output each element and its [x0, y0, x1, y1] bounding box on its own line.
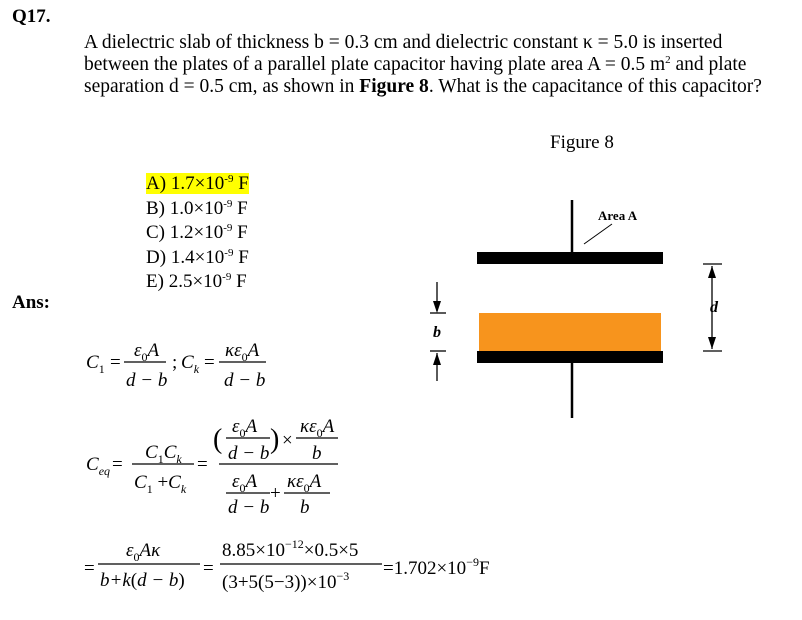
l3-denominator: b+k(d − b) — [100, 570, 185, 591]
question-text-pre: A dielectric slab of thickness b = 0.3 cm and dielectric constant κ = 5.0 is inserted between the plates of a parallel plate capacitor having plate area A = 0.5 m — [84, 32, 723, 75]
svg-text:): ) — [270, 424, 280, 455]
option-value: 1.2×10 — [169, 222, 224, 243]
option-exponent: -9 — [222, 271, 232, 283]
final-result: $=1.702\times 10^{-9}F$ — [383, 555, 490, 579]
svg-text:κε0A: $\kappa\varepsilon_0A$ — [287, 471, 322, 495]
option-letter: E) — [146, 271, 164, 292]
figure-reference: Figure 8 — [359, 76, 429, 97]
equals-2: = — [204, 352, 215, 373]
option-letter: C) — [146, 222, 165, 243]
equals-4: = — [197, 454, 208, 475]
option-letter: D) — [146, 246, 167, 268]
option-exponent: -9 — [224, 246, 234, 259]
svg-text:d − b: d − b — [228, 443, 270, 464]
ceq-numerator: $C_1C_k$ — [145, 442, 182, 466]
svg-text:b: b — [312, 443, 322, 464]
question-text-mid: and plate separation d = 0.5 cm, as shown in — [84, 54, 747, 97]
c1-numerator: $\varepsilon_0A$ — [134, 340, 160, 364]
option-value: 1.4×10 — [170, 246, 225, 268]
option-value: 1.0×10 — [169, 197, 224, 219]
area-exponent: 2 — [665, 54, 671, 66]
svg-text:(: ( — [213, 424, 223, 455]
svg-text:d − b: d − b — [228, 497, 270, 518]
equals-1: = — [110, 352, 121, 373]
svg-text:κε0A: $\kappa\varepsilon_0A$ — [300, 416, 335, 440]
numeric-numerator: $8.85\times 10^{-12}\times 0.5\times 5$ — [222, 537, 359, 561]
c1-symbol: $C_1$ — [86, 352, 105, 376]
question-text-post: . What is the capacitance of this capacitor? — [428, 76, 762, 97]
semicolon: ; — [172, 352, 178, 373]
svg-text:b: b — [300, 497, 310, 518]
svg-text:=: = — [203, 558, 214, 579]
option-unit: F — [233, 173, 249, 194]
ceq-symbol: $C_{eq}$ — [86, 454, 111, 478]
c1-denominator: d − b — [126, 370, 168, 391]
option-unit: F — [232, 197, 248, 219]
option-exponent: -9 — [224, 173, 234, 185]
option-letter: B) — [146, 197, 165, 219]
figure-title: Figure 8 — [550, 132, 614, 153]
question-number: Q17. — [12, 6, 51, 27]
l3-numerator: $\varepsilon_0A\kappa$ — [126, 540, 161, 564]
option-exponent: -9 — [223, 222, 233, 234]
ck-symbol: $C_k$ — [181, 352, 200, 376]
b-label: b — [433, 324, 441, 341]
option-letter: A) — [146, 173, 167, 194]
d-label: d — [710, 299, 718, 316]
equals-3: = — [112, 454, 123, 475]
bf-eps-a: $\varepsilon_0A$ — [232, 416, 258, 440]
option-unit: F — [232, 222, 248, 243]
answer-label: Ans: — [12, 292, 51, 313]
svg-text:=: = — [84, 558, 95, 579]
option-unit: F — [233, 246, 249, 268]
option-exponent: -9 — [223, 197, 233, 210]
ceq-denominator: $C_1 +C_k$ — [134, 472, 187, 496]
option-value: 2.5×10 — [168, 271, 223, 292]
svg-text:+: + — [270, 483, 281, 504]
numeric-denominator: $(3+5(5-3))\times 10^{-3}$ — [222, 569, 350, 593]
option-value: 1.7×10 — [170, 173, 225, 194]
ck-numerator: $\kappa\varepsilon_0A$ — [225, 340, 260, 364]
svg-text:×: × — [282, 430, 293, 451]
ck-denominator: d − b — [224, 370, 266, 391]
area-label: Area A — [598, 208, 638, 223]
svg-text:ε0A: $\varepsilon_0A$ — [232, 471, 258, 495]
option-unit: F — [231, 271, 247, 292]
